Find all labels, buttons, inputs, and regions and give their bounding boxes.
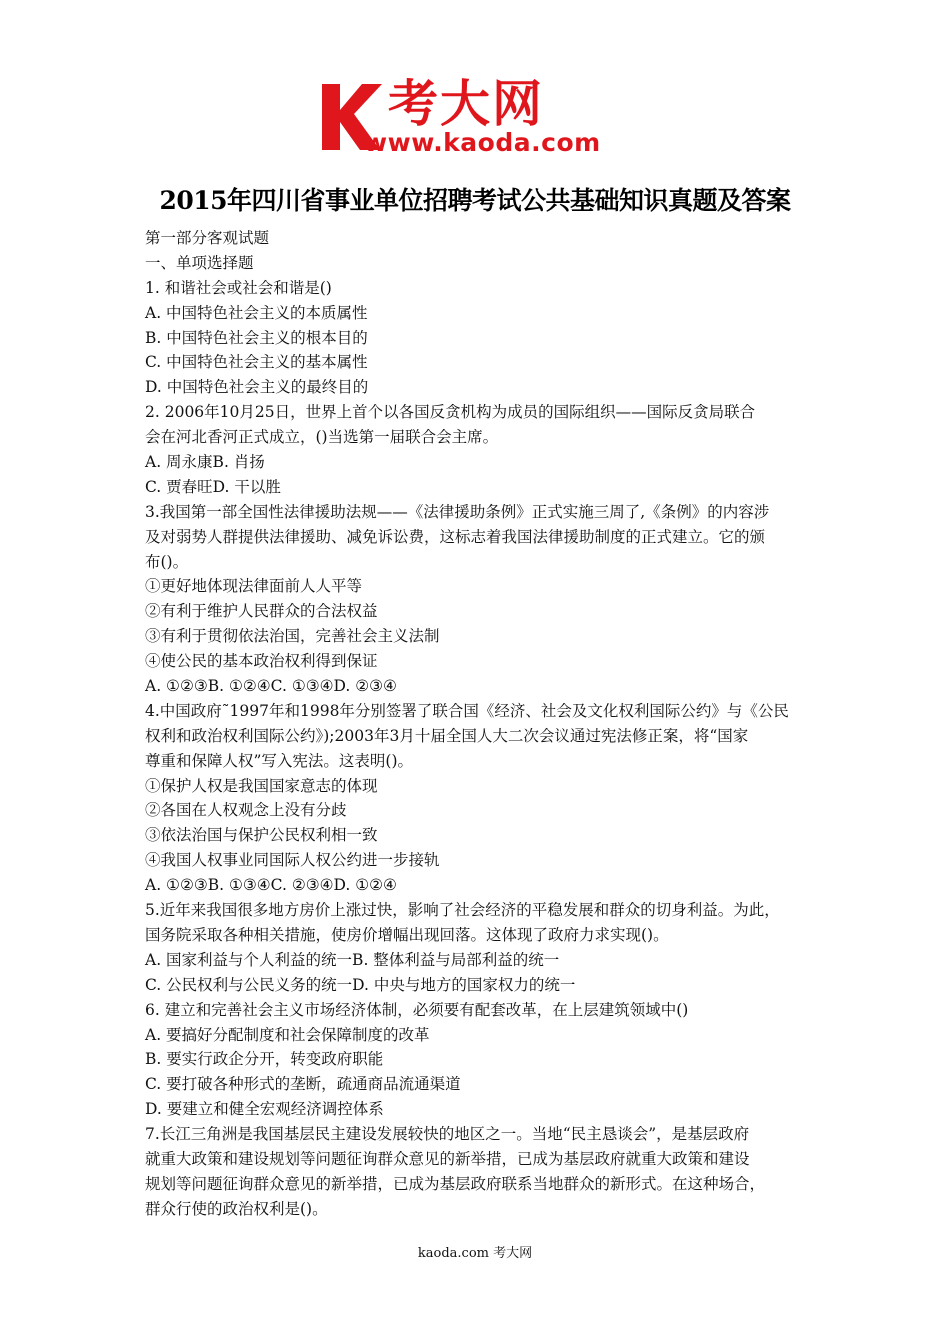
- text-line: ④我国人权事业同国际人权公约进一步接轨: [145, 851, 440, 870]
- page-footer: kaoda.com 考大网: [417, 1246, 533, 1261]
- text-line: 一、单项选择题: [145, 253, 254, 272]
- text-line: ①更好地体现法律面前人人平等: [145, 577, 363, 596]
- text-line: D. 中国特色社会主义的最终目的: [145, 378, 369, 397]
- text-line: 4.中国政府˜1997年和1998年分别签署了联合国《经济、社会及文化权利国际公约》与《公民: [145, 701, 789, 720]
- text-line: 尊重和保障人权”写入宪法。这表明()。: [145, 751, 414, 770]
- text-line: C. 中国特色社会主义的基本属性: [145, 353, 368, 372]
- text-line: 7.长江三角洲是我国基层民主建设发展较快的地区之一。当地“民主恳谈会”，是基层政府: [145, 1125, 750, 1144]
- logo-url-text: www.kaoda.com: [364, 128, 601, 157]
- text-line: 规划等问题征询群众意见的新举措，已成为基层政府联系当地群众的新形式。在这种场合，: [145, 1174, 766, 1193]
- text-line: C. 要打破各种形式的垄断，疏通商品流通渠道: [145, 1075, 461, 1094]
- text-line: 国务院采取各种相关措施，使房价增幅出现回落。这体现了政府力求实现()。: [145, 925, 669, 944]
- document-title: 2015年四川省事业单位招聘考试公共基础知识真题及答案: [159, 186, 791, 215]
- text-line: 3.我国第一部全国性法律援助法规——《法律援助条例》正式实施三周了,《条例》的内容涉: [145, 502, 770, 521]
- text-line: 及对弱势人群提供法律援助、减免诉讼费，这标志着我国法律援助制度的正式建立。它的颁: [145, 527, 766, 546]
- text-line: B. 中国特色社会主义的根本目的: [145, 328, 368, 347]
- text-line: A. 周永康B. 肖扬: [145, 453, 265, 472]
- document-body: [145, 226, 815, 1222]
- text-line: ④使公民的基本政治权利得到保证: [145, 652, 378, 671]
- text-line: 5.近年来我国很多地方房价上涨过快，影响了社会经济的平稳发展和群众的切身利益。为此，: [145, 901, 780, 920]
- text-line: 6. 建立和完善社会主义市场经济体制，必须要有配套改革，在上层建筑领域中(): [145, 1000, 689, 1019]
- text-line: ②有利于维护人民群众的合法权益: [145, 602, 378, 621]
- text-line: D. 要建立和健全宏观经济调控体系: [145, 1100, 384, 1119]
- text-line: A. 国家利益与个人利益的统一B. 整体利益与局部利益的统一: [145, 950, 560, 969]
- text-line: A. 中国特色社会主义的本质属性: [145, 303, 368, 322]
- logo-chinese-text: 考大网: [388, 75, 544, 133]
- text-line: 1. 和谐社会或社会和谐是(): [145, 278, 332, 297]
- text-line: ③依法治国与保护公民权利相一致: [145, 826, 378, 845]
- text-line: A. 要搞好分配制度和社会保障制度的改革: [145, 1025, 430, 1044]
- kaoda-logo: [318, 75, 638, 160]
- text-line: ③有利于贯彻依法治国，完善社会主义法制: [145, 627, 440, 646]
- text-line: C. 公民权利与公民义务的统一D. 中央与地方的国家权力的统一: [145, 975, 576, 994]
- text-line: 第一部分客观试题: [145, 229, 270, 247]
- text-line: ①保护人权是我国国家意志的体现: [145, 776, 378, 795]
- text-line: ②各国在人权观念上没有分歧: [145, 801, 347, 820]
- text-line: A. ①②③B. ①③④C. ②③④D. ①②④: [145, 876, 397, 895]
- text-line: 群众行使的政治权利是()。: [145, 1199, 328, 1218]
- text-line: B. 要实行政企分开，转变政府职能: [145, 1050, 384, 1069]
- text-line: 会在河北香河正式成立，()当选第一届联合会主席。: [145, 428, 499, 447]
- text-line: A. ①②③B. ①②④C. ①③④D. ②③④: [145, 677, 397, 696]
- text-line: 2. 2006年10月25日，世界上首个以各国反贪机构为成员的国际组织——国际反贪局联合: [145, 403, 756, 422]
- text-line: 权利和政治权利国际公约》);2003年3月十届全国人大二次会议通过宪法修正案，将“国家: [145, 726, 749, 745]
- text-line: C. 贾春旺D. 干以胜: [145, 477, 281, 496]
- text-line: 布()。: [145, 552, 189, 571]
- text-line: 就重大政策和建设规划等问题征询群众意见的新举措，已成为基层政府就重大政策和建设: [145, 1149, 750, 1168]
